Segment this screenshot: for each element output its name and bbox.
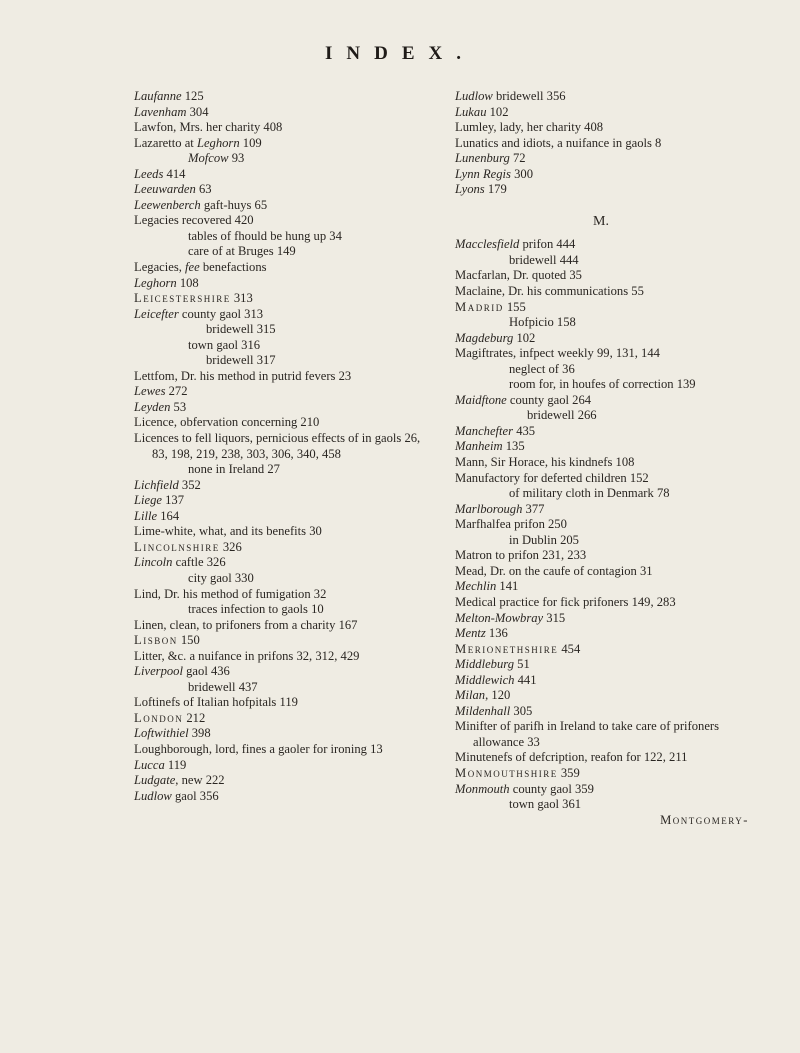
entry-text: of military cloth in Denmark 78 — [509, 486, 670, 501]
entry-place-name: Melton-Mowbray — [455, 610, 544, 625]
entry-text: bridewell 444 — [509, 252, 579, 267]
entry-text: 136 — [485, 626, 508, 641]
index-entry — [134, 695, 434, 711]
entry-text: 435 — [513, 423, 536, 438]
entry-place-name: Lynn Regis — [455, 166, 511, 181]
entry-text: 359 — [557, 765, 580, 780]
entry-text: Minutenefs of defcription, reafon for 122, 211 — [455, 750, 688, 765]
entry-text: Marfhalfea prifon 250 — [455, 517, 567, 532]
index-entry — [134, 493, 434, 509]
entry-text: 304 — [186, 104, 209, 119]
entry-text: gaol 436 — [182, 664, 230, 679]
entry-text: bridewell 315 — [206, 322, 276, 337]
entry-county-name: Lincolnshire — [134, 539, 220, 554]
entry-county-name: Leicestershire — [134, 291, 231, 306]
entry-place-name: Ludgate — [134, 773, 176, 788]
index-entry — [134, 462, 434, 478]
entry-text: 179 — [484, 182, 507, 197]
entry-text: Lind, Dr. his method of fumigation 32 — [134, 586, 327, 601]
entry-text: 164 — [157, 508, 180, 523]
index-entry — [455, 611, 755, 627]
index-entry — [134, 151, 434, 167]
entry-text: 315 — [543, 610, 566, 625]
entry-text: bridewell 437 — [188, 679, 258, 694]
entry-place-name: fee — [185, 260, 200, 275]
index-entry — [134, 555, 434, 571]
index-entry — [455, 331, 755, 347]
entry-text: benefactions — [199, 260, 267, 275]
entry-text: 212 — [183, 710, 206, 725]
index-entry — [455, 315, 755, 331]
index-entry — [455, 455, 755, 471]
entry-place-name: Mechlin — [455, 579, 497, 594]
index-entry — [455, 533, 755, 549]
index-entry — [455, 300, 755, 316]
entry-place-name: Laufanne — [134, 89, 182, 103]
entry-text: Linen, clean, to prifoners from a charity 167 — [134, 617, 358, 632]
entry-place-name: Macclesfield — [455, 237, 520, 252]
entry-text: Legacies recovered 420 — [134, 213, 254, 228]
index-entry — [134, 260, 434, 276]
entry-text: bridewell 356 — [492, 89, 566, 103]
index-entry — [455, 89, 755, 105]
entry-text: none in Ireland 27 — [188, 462, 280, 477]
entry-place-name: Mildenhall — [455, 703, 511, 718]
entry-text: bridewell 317 — [206, 353, 276, 368]
entry-text: neglect of 36 — [509, 361, 575, 376]
page-header: INDEX. — [325, 43, 475, 64]
entry-text: Lawfon, Mrs. her charity 408 — [134, 120, 283, 135]
entry-place-name: Leewenberch — [134, 197, 201, 212]
index-entry — [455, 564, 755, 580]
entry-text: 441 — [514, 672, 537, 687]
entry-text: 63 — [195, 182, 212, 197]
index-entry — [455, 362, 755, 378]
entry-place-name: Marlborough — [455, 501, 523, 516]
index-entry — [455, 182, 755, 198]
index-entry — [455, 782, 755, 798]
entry-text: Lettfom, Dr. his method in putrid fevers 23 — [134, 368, 352, 383]
index-entry — [134, 711, 434, 727]
index-entry — [134, 524, 434, 540]
index-entry — [134, 789, 434, 805]
entry-text: care of at Bruges 149 — [188, 244, 296, 259]
entry-text: 155 — [503, 299, 526, 314]
index-entry — [134, 182, 434, 198]
index-entry — [455, 237, 755, 253]
entry-place-name: Maidftone — [455, 392, 507, 407]
entry-place-name: Lavenham — [134, 104, 187, 119]
index-entry — [134, 742, 434, 758]
entry-text: town gaol 361 — [509, 797, 582, 812]
index-entry — [134, 649, 434, 665]
entry-text: 72 — [509, 151, 526, 166]
entry-text: gaol 356 — [171, 788, 219, 803]
entry-text: 300 — [510, 166, 533, 181]
entry-text: 352 — [178, 477, 201, 492]
index-entry — [134, 431, 434, 462]
index-entry — [134, 680, 434, 696]
entry-text: Litter, &c. a nuifance in prifons 32, 312, 429 — [134, 648, 360, 663]
index-entry — [134, 307, 434, 323]
entry-county-name: London — [134, 710, 184, 725]
entry-place-name: Monmouth — [455, 781, 510, 796]
index-entry — [455, 136, 755, 152]
index-entry — [455, 719, 755, 750]
entry-text: 272 — [165, 384, 188, 399]
index-entry — [455, 517, 755, 533]
index-entry — [134, 167, 434, 183]
entry-place-name: Leghorn — [134, 275, 177, 290]
index-entry — [455, 471, 755, 487]
index-entry — [455, 502, 755, 518]
entry-text: 141 — [496, 579, 519, 594]
entry-county-name: Madrid — [455, 299, 504, 314]
entry-text: 51 — [514, 657, 530, 672]
entry-place-name: Lichfield — [134, 477, 179, 492]
entry-text: 137 — [161, 493, 185, 508]
entry-text: Matron to prifon 231, 233 — [455, 548, 587, 563]
entry-text: in Dublin 205 — [509, 532, 579, 547]
entry-text: prifon 444 — [519, 237, 576, 252]
entry-text: Loughborough, lord, fines a gaoler for ironing 13 — [134, 741, 383, 756]
entry-place-name: Lunenburg — [455, 151, 510, 166]
index-entry — [455, 284, 755, 300]
entry-place-name: Lewes — [134, 384, 166, 399]
entry-text: 102 — [513, 330, 536, 345]
entry-text: , 120 — [485, 688, 511, 703]
index-entry — [134, 198, 434, 214]
index-entry — [134, 276, 434, 292]
left-column — [134, 89, 434, 804]
entry-text: city gaol 330 — [188, 570, 254, 585]
entry-place-name: Liege — [134, 493, 162, 508]
index-entry — [455, 105, 755, 121]
entry-text: 108 — [176, 275, 199, 290]
index-entry — [134, 120, 434, 136]
index-entry — [455, 346, 755, 362]
index-entry — [455, 626, 755, 642]
entry-text: Macfarlan, Dr. quoted 35 — [455, 268, 582, 283]
index-entry — [455, 486, 755, 502]
index-entry — [134, 105, 434, 121]
entry-place-name: Leicefter — [134, 306, 179, 321]
entry-text: Legacies, — [134, 260, 186, 275]
right-m-entries — [455, 237, 755, 812]
index-entry — [134, 89, 434, 105]
index-entry — [134, 587, 434, 603]
entry-place-name: Leghorn — [196, 135, 240, 150]
entry-text: bridewell 266 — [527, 408, 597, 423]
index-entry — [455, 657, 755, 673]
index-entry — [134, 213, 434, 229]
entry-text: Lunatics and idiots, a nuifance in gaols 8 — [455, 135, 662, 150]
entry-place-name: Leeds — [134, 166, 164, 181]
entry-text: Lazaretto at — [134, 135, 197, 150]
entry-text: Magiftrates, infpect weekly 99, 131, 144 — [455, 346, 660, 361]
entry-text: 135 — [502, 439, 525, 454]
entry-place-name: Middlewich — [455, 672, 515, 687]
entry-text: Loftinefs of Italian hofpitals 119 — [134, 695, 298, 710]
index-entry — [134, 400, 434, 416]
index-entry — [134, 664, 434, 680]
index-entry — [134, 369, 434, 385]
entry-text: , new 222 — [175, 773, 225, 788]
index-entry — [134, 353, 434, 369]
entry-text: Mann, Sir Horace, his kindnefs 108 — [455, 455, 635, 470]
entry-text: 53 — [170, 399, 187, 414]
index-entry — [455, 688, 755, 704]
entry-text: Licences to fell liquors, pernicious effects of in gaols 26, 83, 198, 219, 238, 303, 306, 340, 458 — [134, 431, 421, 461]
index-entry — [455, 424, 755, 440]
index-entry — [134, 136, 434, 152]
entry-text: Minifter of parifh in Ireland to take care of prifoners allowance 33 — [455, 719, 720, 749]
entry-place-name: Mofcow — [188, 151, 229, 166]
entry-text: town gaol 316 — [188, 337, 261, 352]
index-entry — [134, 540, 434, 556]
entry-text: room for, in houfes of correction 139 — [509, 377, 696, 392]
entry-place-name: Leeuwarden — [134, 182, 196, 197]
entry-text: 313 — [230, 291, 253, 306]
index-entry — [455, 120, 755, 136]
index-entry — [134, 229, 434, 245]
catchword: Montgomery- — [660, 812, 749, 827]
entry-county-name: Monmouthshire — [455, 765, 558, 780]
entry-place-name: Manheim — [455, 439, 503, 454]
entry-place-name: Liverpool — [134, 664, 183, 679]
entry-text: caftle 326 — [172, 555, 226, 570]
index-entry — [134, 773, 434, 789]
entry-text: Medical practice for fick prifoners 149, 283 — [455, 594, 676, 609]
index-entry — [134, 602, 434, 618]
entry-text: 454 — [558, 641, 581, 656]
entry-place-name: Manchefter — [455, 423, 514, 438]
index-entry — [455, 393, 755, 409]
entry-text: traces infection to gaols 10 — [188, 602, 324, 617]
index-entry — [134, 726, 434, 742]
entry-place-name: Ludlow — [455, 89, 493, 103]
index-entry — [455, 642, 755, 658]
index-entry — [134, 478, 434, 494]
entry-text: tables of fhould be hung up 34 — [188, 228, 342, 243]
entry-place-name: Ludlow — [134, 788, 172, 803]
entry-text: Lumley, lady, her charity 408 — [455, 120, 604, 135]
index-entry — [134, 322, 434, 338]
index-entry — [455, 595, 755, 611]
entry-text: Maclaine, Dr. his communications 55 — [455, 284, 644, 299]
index-entry — [134, 618, 434, 634]
entry-place-name: Middleburg — [455, 657, 514, 672]
entry-text: county gaol 264 — [506, 392, 592, 407]
index-entry — [455, 548, 755, 564]
index-entry — [455, 766, 755, 782]
entry-text: 119 — [164, 757, 187, 772]
entry-text: 125 — [181, 89, 204, 103]
entry-text: Mead, Dr. on the caufe of contagion 31 — [455, 563, 653, 578]
index-entry — [134, 415, 434, 431]
index-entry — [455, 151, 755, 167]
entry-place-name: Magdeburg — [455, 330, 514, 345]
entry-place-name: Lukau — [455, 104, 487, 119]
right-column — [455, 89, 755, 828]
section-letter-m: M. — [593, 213, 609, 229]
index-entry — [134, 338, 434, 354]
entry-place-name: Lincoln — [134, 555, 173, 570]
index-entry — [455, 167, 755, 183]
entry-text: 414 — [163, 166, 186, 181]
index-entry — [455, 377, 755, 393]
entry-text: 305 — [510, 703, 533, 718]
entry-text: Licence, obfervation concerning 210 — [134, 415, 320, 430]
entry-text: Manufactory for deferted children 152 — [455, 470, 649, 485]
entry-place-name: Mentz — [455, 626, 486, 641]
index-entry — [134, 291, 434, 307]
index-entry — [455, 750, 755, 766]
entry-text: 398 — [188, 726, 211, 741]
entry-text: 150 — [177, 633, 200, 648]
index-entry — [134, 758, 434, 774]
entry-text: 109 — [239, 135, 262, 150]
index-entry — [455, 253, 755, 269]
index-entry — [455, 439, 755, 455]
index-entry — [455, 673, 755, 689]
entry-text: 93 — [228, 151, 245, 166]
entry-place-name: Milan — [455, 688, 486, 703]
entry-place-name: Leyden — [134, 399, 171, 414]
index-entry — [455, 408, 755, 424]
index-entry — [455, 268, 755, 284]
entry-county-name: Merionethshire — [455, 641, 559, 656]
right-top-entries — [455, 89, 755, 198]
index-entry — [455, 797, 755, 813]
entry-county-name: Lisbon — [134, 633, 178, 648]
index-entry — [134, 509, 434, 525]
entry-text: county gaol 313 — [178, 306, 264, 321]
index-entry — [134, 384, 434, 400]
entry-text: Hofpicio 158 — [509, 315, 576, 330]
index-entry — [134, 244, 434, 260]
entry-text: 102 — [486, 104, 509, 119]
entry-place-name: Lyons — [455, 182, 485, 197]
entry-place-name: Loftwithiel — [134, 726, 189, 741]
entry-place-name: Lille — [134, 508, 158, 523]
entry-text: 377 — [522, 501, 545, 516]
index-entry — [134, 571, 434, 587]
index-entry — [455, 704, 755, 720]
entry-place-name: Lucca — [134, 757, 165, 772]
index-entry — [134, 633, 434, 649]
entry-text: county gaol 359 — [509, 781, 594, 796]
entry-text: 326 — [219, 539, 242, 554]
index-entry — [455, 579, 755, 595]
entry-text: Lime-white, what, and its benefits 30 — [134, 524, 322, 539]
entry-text: gaft-huys 65 — [200, 197, 268, 212]
